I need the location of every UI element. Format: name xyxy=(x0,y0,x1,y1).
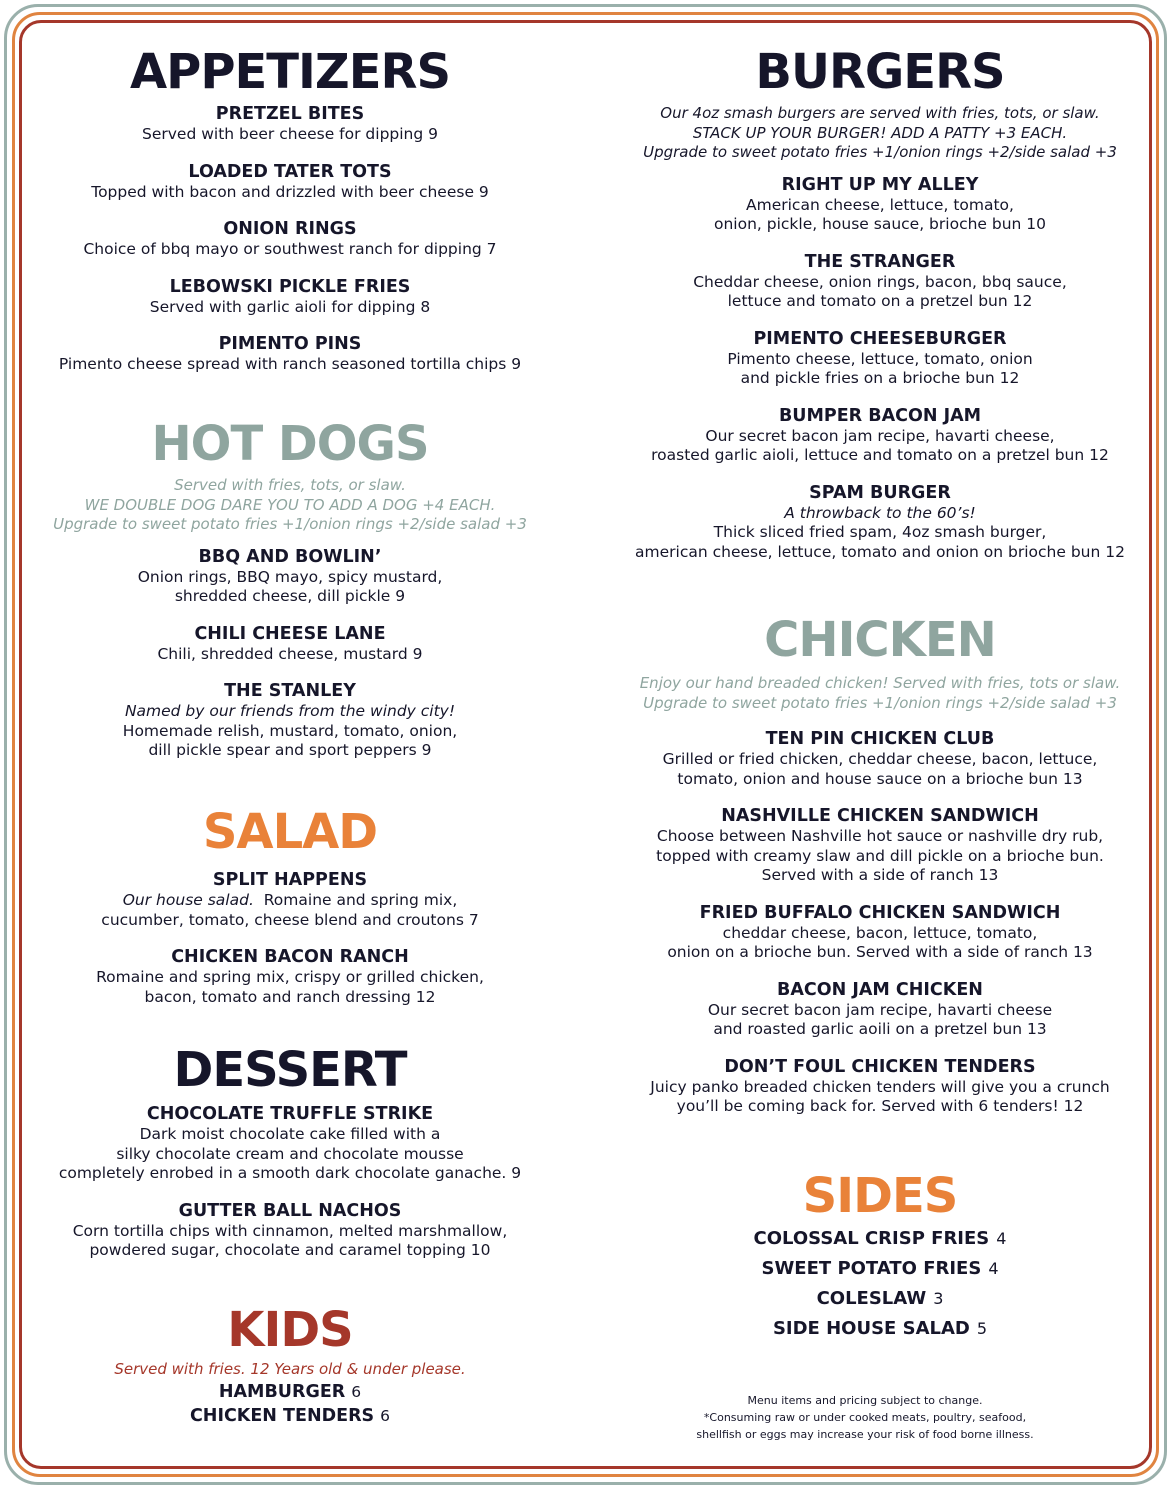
item-name: LEBOWSKI PICKLE FRIES xyxy=(169,276,411,297)
item-desc: Choice of bbq mayo or southwest ranch for dipping 7 xyxy=(83,240,497,258)
menu-item xyxy=(30,219,550,260)
item-name: SPAM BURGER xyxy=(809,482,951,503)
item-desc: Corn tortilla chips with cinnamon, melted marshmallow, xyxy=(72,1221,508,1240)
menu-item xyxy=(30,334,550,375)
menu-item xyxy=(30,870,550,930)
item-desc: Cheddar cheese, onion rings, bacon, bbq sauce, xyxy=(693,272,1067,291)
chicken-intro-1: Enjoy our hand breaded chicken! Served with fries, tots or slaw. xyxy=(639,674,1121,692)
item-desc: Served with beer cheese for dipping 9 xyxy=(141,125,439,143)
menu-item xyxy=(600,1254,1160,1284)
item-desc: Served with a side of ranch 13 xyxy=(761,866,999,884)
item-price: 6 xyxy=(380,1406,391,1425)
item-desc: tomato, onion and house sauce on a brioche bun 13 xyxy=(677,769,1083,788)
item-name: GUTTER BALL NACHOS xyxy=(178,1200,402,1221)
item-desc: Chili, shredded cheese, mustard 9 xyxy=(157,644,423,663)
chicken-title: CHICKEN xyxy=(764,612,996,668)
item-desc: Romaine and spring mix, crispy or grilled chicken, xyxy=(96,968,484,986)
hot-dogs-intro-2: WE DOUBLE DOG DARE YOU TO ADD A DOG +4 EACH. xyxy=(84,495,496,514)
item-desc: cucumber, tomato, cheese blend and croutons 7 xyxy=(101,910,479,929)
disclaimer-line-3: shellfish or eggs may increase your risk of food borne illness. xyxy=(696,1428,1034,1441)
item-price: 3 xyxy=(933,1289,944,1308)
item-name: SWEET POTATO FRIES xyxy=(761,1258,982,1279)
item-name: HAMBURGER xyxy=(218,1381,346,1402)
menu-item xyxy=(30,1404,550,1428)
menu-item xyxy=(600,1057,1160,1117)
kids-title: KIDS xyxy=(227,1302,353,1358)
menu-item xyxy=(600,252,1160,312)
sides-section xyxy=(600,1170,1160,1344)
item-desc: onion, pickle, house sauce, brioche bun 10 xyxy=(713,215,1047,233)
menu-item xyxy=(600,483,1160,563)
hot-dogs-section xyxy=(30,418,550,761)
item-desc: Our secret bacon jam recipe, havarti cheese xyxy=(707,1000,1053,1019)
menu-item xyxy=(30,1104,550,1184)
item-name: BUMPER BACON JAM xyxy=(778,405,982,426)
hot-dogs-intro-1: Served with fries, tots, or slaw. xyxy=(174,476,406,494)
item-name: SIDE HOUSE SALAD xyxy=(772,1318,970,1339)
item-name: ONION RINGS xyxy=(223,219,357,239)
item-desc: and pickle fries on a brioche bun 12 xyxy=(740,369,1020,387)
dessert-section xyxy=(30,1044,550,1261)
item-desc: Served with garlic aioli for dipping 8 xyxy=(149,297,431,316)
menu-item xyxy=(600,406,1160,466)
item-name: TEN PIN CHICKEN CLUB xyxy=(765,729,995,749)
menu-item xyxy=(600,806,1160,886)
item-desc-italic: Our house salad. xyxy=(122,891,254,909)
item-desc: Pimento cheese, lettuce, tomato, onion xyxy=(727,349,1033,368)
item-name: FRIED BUFFALO CHICKEN SANDWICH xyxy=(699,902,1061,923)
hot-dogs-intro-3: Upgrade to sweet potato fries +1/onion rings +2/side salad +3 xyxy=(53,515,527,533)
item-desc: lettuce and tomato on a pretzel bun 12 xyxy=(727,292,1033,310)
item-name: BBQ AND BOWLIN’ xyxy=(198,546,382,567)
item-name: BACON JAM CHICKEN xyxy=(777,979,983,1000)
menu-item xyxy=(600,980,1160,1040)
menu-item xyxy=(30,1201,550,1261)
item-name: PRETZEL BITES xyxy=(215,104,365,124)
item-name: CHICKEN TENDERS xyxy=(189,1405,375,1426)
item-desc: American cheese, lettuce, tomato, xyxy=(746,195,1014,214)
menu-item xyxy=(30,947,550,1007)
menu-item xyxy=(600,1224,1160,1254)
item-price: 5 xyxy=(976,1319,988,1338)
item-name: CHICKEN BACON RANCH xyxy=(171,947,409,967)
kids-section xyxy=(30,1304,550,1428)
item-name: LOADED TATER TOTS xyxy=(188,161,392,182)
item-name: CHOCOLATE TRUFFLE STRIKE xyxy=(146,1104,434,1124)
item-name: COLOSSAL CRISP FRIES xyxy=(753,1228,990,1249)
menu-item xyxy=(600,1314,1160,1344)
dessert-title: DESSERT xyxy=(173,1042,407,1098)
salad-title: SALAD xyxy=(202,804,378,860)
menu-item xyxy=(600,729,1160,789)
item-desc: Thick sliced fried spam, 4oz smash burger, xyxy=(713,523,1047,541)
item-desc: Onion rings, BBQ mayo, spicy mustard, xyxy=(137,567,443,586)
item-desc: Dark moist chocolate cake filled with a xyxy=(139,1125,441,1143)
burgers-intro-2: STACK UP YOUR BURGER! ADD A PATTY +3 EACH. xyxy=(692,123,1068,142)
item-desc: Pimento cheese spread with ranch seasoned tortilla chips 9 xyxy=(58,355,522,373)
item-desc: onion on a brioche bun. Served with a side of ranch 13 xyxy=(667,943,1093,961)
menu-item xyxy=(30,547,550,607)
item-desc: and roasted garlic aoili on a pretzel bun 13 xyxy=(713,1020,1047,1038)
burgers-intro-3: Upgrade to sweet potato fries +1/onion rings +2/side salad +3 xyxy=(643,143,1117,161)
disclaimer-line-1: Menu items and pricing subject to change. xyxy=(747,1394,983,1407)
item-desc: dill pickle spear and sport peppers 9 xyxy=(148,741,432,759)
item-desc: you’ll be coming back for. Served with 6 tenders! 12 xyxy=(676,1097,1084,1115)
menu-item xyxy=(30,624,550,665)
item-desc: silky chocolate cream and chocolate mousse xyxy=(116,1144,464,1163)
item-name: PIMENTO PINS xyxy=(218,334,362,354)
item-desc: Topped with bacon and drizzled with beer cheese 9 xyxy=(91,182,489,201)
chicken-section xyxy=(600,614,1160,1117)
item-name: COLESLAW xyxy=(816,1288,927,1309)
item-desc: Our secret bacon jam recipe, havarti cheese, xyxy=(705,426,1055,445)
disclaimer xyxy=(640,1392,1090,1443)
kids-intro: Served with fries. 12 Years old & under please. xyxy=(114,1360,466,1378)
menu-item xyxy=(30,681,550,761)
menu-item xyxy=(600,175,1160,235)
burgers-section xyxy=(600,46,1160,562)
burgers-intro-1: Our 4oz smash burgers are served with fries, tots, or slaw. xyxy=(660,104,1100,122)
item-name: NASHVILLE CHICKEN SANDWICH xyxy=(721,806,1039,826)
menu-item xyxy=(600,903,1160,963)
item-desc: topped with creamy slaw and dill pickle on a brioche bun. xyxy=(656,846,1104,865)
item-tagline: A throwback to the 60’s! xyxy=(784,503,976,522)
item-desc: shredded cheese, dill pickle 9 xyxy=(174,587,406,605)
item-price: 6 xyxy=(351,1382,362,1401)
item-name: CHILI CHEESE LANE xyxy=(194,623,386,644)
item-tagline: Named by our friends from the windy city! xyxy=(124,702,456,720)
item-name: RIGHT UP MY ALLEY xyxy=(781,174,979,195)
appetizers-title: APPETIZERS xyxy=(129,44,451,100)
menu-item xyxy=(30,277,550,318)
item-desc: Choose between Nashville hot sauce or nashville dry rub, xyxy=(656,827,1104,845)
item-desc: Juicy panko breaded chicken tenders will give you a crunch xyxy=(650,1077,1110,1096)
item-desc: completely enrobed in a smooth dark chocolate ganache. 9 xyxy=(58,1164,522,1182)
item-desc: Grilled or fried chicken, cheddar cheese, bacon, lettuce, xyxy=(662,750,1098,768)
item-name: THE STRANGER xyxy=(804,251,956,272)
menu-item xyxy=(30,104,550,145)
chicken-intro-2: Upgrade to sweet potato fries +1/onion rings +2/side salad +3 xyxy=(643,693,1117,712)
hot-dogs-title: HOT DOGS xyxy=(151,416,429,472)
item-desc: cheddar cheese, bacon, lettuce, tomato, xyxy=(722,923,1038,942)
item-desc: Romaine and spring mix, xyxy=(263,891,458,909)
item-name: THE STANLEY xyxy=(224,681,356,701)
item-desc: powdered sugar, chocolate and caramel topping 10 xyxy=(89,1241,491,1259)
item-desc: roasted garlic aioli, lettuce and tomato on a pretzel bun 12 xyxy=(651,446,1109,464)
item-name: DON’T FOUL CHICKEN TENDERS xyxy=(724,1056,1036,1077)
menu-item xyxy=(600,329,1160,389)
disclaimer-line-2: *Consuming raw or under cooked meats, poultry, seafood, xyxy=(703,1411,1027,1424)
item-desc: bacon, tomato and ranch dressing 12 xyxy=(144,987,436,1006)
item-desc: Homemade relish, mustard, tomato, onion, xyxy=(122,721,458,740)
item-name: SPLIT HAPPENS xyxy=(212,870,368,890)
menu-item xyxy=(30,162,550,203)
appetizers-section xyxy=(30,46,550,375)
salad-section xyxy=(30,806,550,1007)
burgers-title: BURGERS xyxy=(755,44,1005,100)
item-desc: american cheese, lettuce, tomato and onion on brioche bun 12 xyxy=(635,542,1125,561)
item-price: 4 xyxy=(988,1259,999,1278)
item-price: 4 xyxy=(996,1229,1007,1248)
menu-item xyxy=(600,1284,1160,1314)
sides-title: SIDES xyxy=(802,1168,958,1224)
menu-item xyxy=(30,1380,550,1404)
item-name: PIMENTO CHEESEBURGER xyxy=(753,328,1007,349)
